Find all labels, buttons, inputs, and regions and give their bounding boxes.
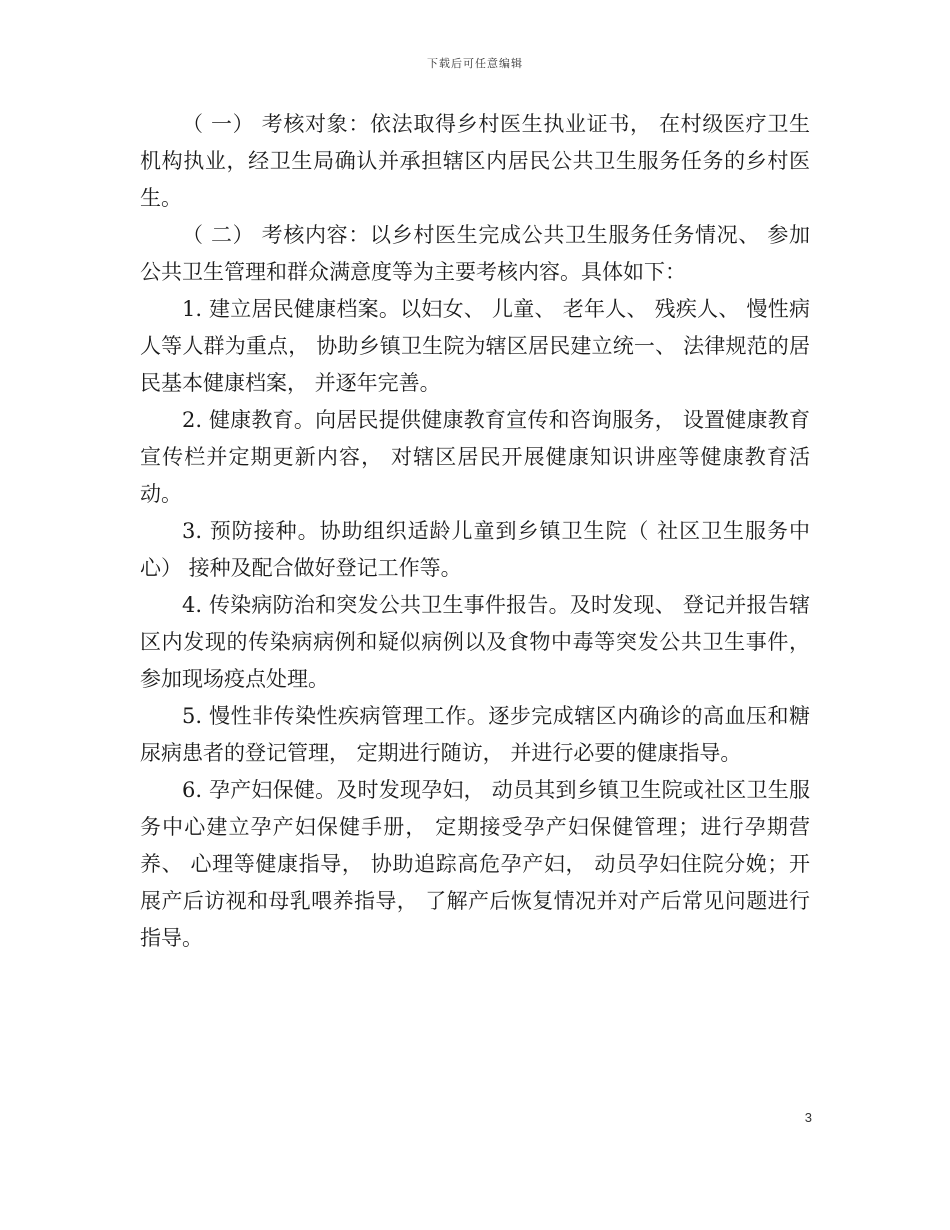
paragraph-assessment-content: （ 二） 考核内容：以乡村医生完成公共卫生服务任务情况、 参加公共卫生管理和群众满意度等为主要考核内容。具体如下： [140, 223, 810, 284]
paragraph-health-education: 2. 健康教育。向居民提供健康教育宣传和咨询服务， 设置健康教育宣传栏并定期更新内容， 对辖区居民开展健康知识讲座等健康教育活动。 [140, 408, 810, 506]
paragraph-assessment-target: （ 一） 考核对象：依法取得乡村医生执业证书， 在村级医疗卫生机构执业，经卫生局确认并承担辖区内居民公共卫生服务任务的乡村医生。 [140, 112, 810, 210]
paragraph-infectious-disease: 4. 传染病防治和突发公共卫生事件报告。及时发现、 登记并报告辖区内发现的传染病病例和疑似病例以及食物中毒等突发公共卫生事件， 参加现场疫点处理。 [140, 593, 810, 691]
paragraph-vaccination: 3. 预防接种。协助组织适龄儿童到乡镇卫生院（ 社区卫生服务中心） 接种及配合做好登记工作等。 [140, 519, 810, 580]
paragraph-health-records: 1. 建立居民健康档案。以妇女、 儿童、 老年人、 残疾人、 慢性病人等人群为重点， 协助乡镇卫生院为辖区居民建立统一、 法律规范的居民基本健康档案， 并逐年完善。 [140, 297, 810, 395]
page-number: 3 [804, 1110, 812, 1125]
page-header: 下载后可任意编辑 [427, 57, 523, 70]
document-body [140, 106, 810, 957]
paragraph-maternal-care: 6. 孕产妇保健。及时发现孕妇， 动员其到乡镇卫生院或社区卫生服务中心建立孕产妇保健手册， 定期接受孕产妇保健管理；进行孕期营养、 心理等健康指导， 协助追踪高危孕产妇， 动员孕妇住院分娩；开展产后访视和母乳喂养指导， 了解产后恢复情况并对产后常见问题进行指导。 [140, 778, 810, 950]
paragraph-chronic-disease: 5. 慢性非传染性疾病管理工作。逐步完成辖区内确诊的高血压和糖尿病患者的登记管理， 定期进行随访， 并进行必要的健康指导。 [140, 704, 810, 765]
